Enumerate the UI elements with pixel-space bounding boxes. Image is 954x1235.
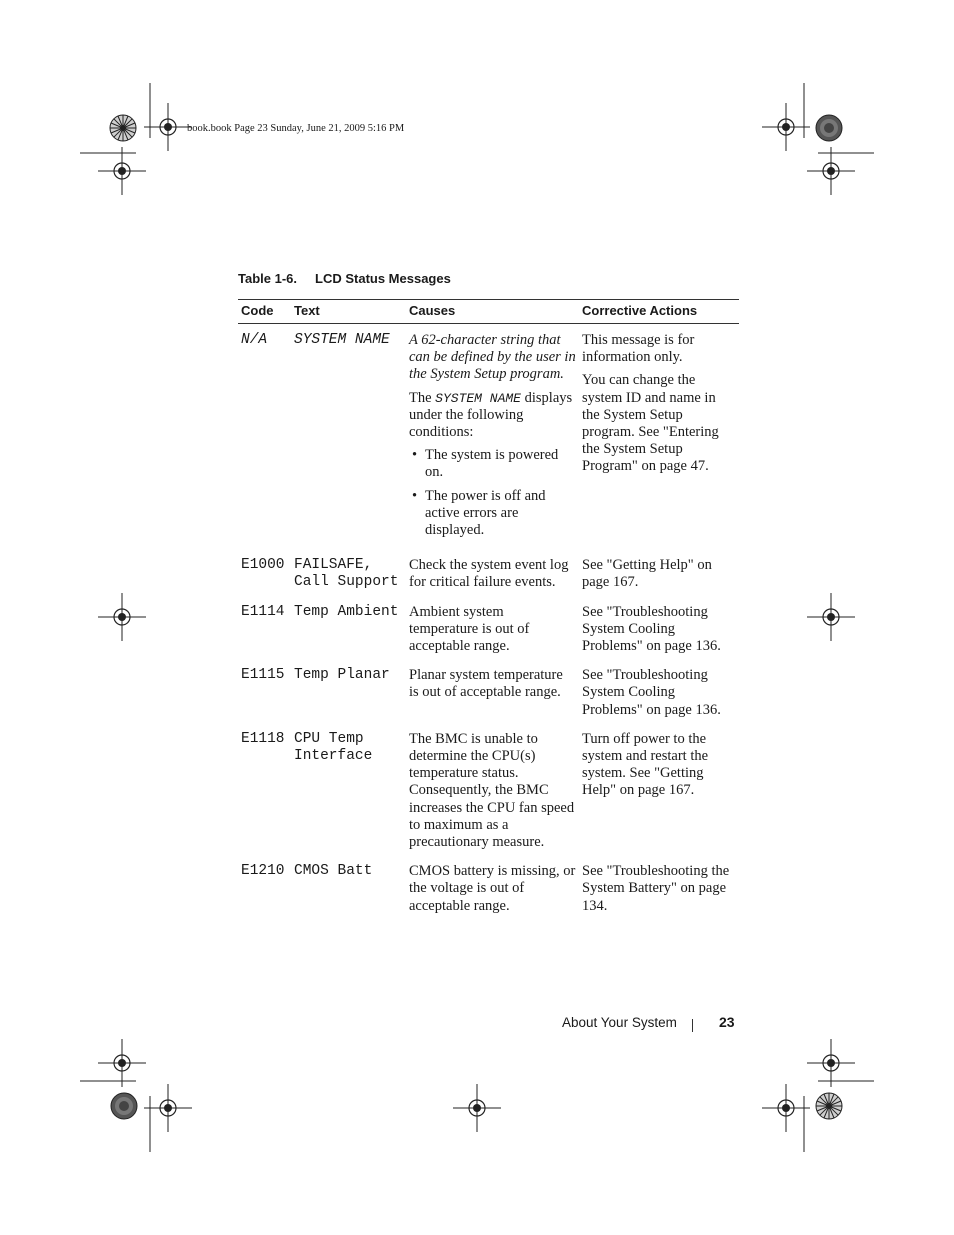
actions-cell [579, 324, 739, 550]
registration-mark-bottom-center [453, 1084, 501, 1132]
table-title: LCD Status Messages [315, 271, 451, 286]
registration-mark-top-right [762, 103, 810, 151]
actions-cell: See "Troubleshooting the System Battery" on page 134. [582, 863, 730, 914]
actions-cell: Turn off power to the system and restart the system. See "Getting Help" on page 167. [582, 730, 709, 799]
code-cell: N/A [241, 332, 268, 348]
text-cell: SYSTEM NAME [294, 332, 390, 348]
table-row [238, 855, 739, 919]
causes-system-name: SYSTEM NAME [435, 390, 521, 406]
causes-pre: The [409, 389, 432, 406]
print-header: book.book Page 23 Sunday, June 21, 2009 5:16 PM [187, 123, 405, 134]
table-header-row [238, 300, 739, 324]
actions-cell: See "Getting Help" on page 167. [582, 557, 712, 591]
code-cell: E1118 [241, 730, 285, 747]
column-header-causes: Causes [406, 300, 579, 324]
starburst-mark-bottom-right [816, 1093, 842, 1119]
footer-section-title: About Your System [562, 1015, 677, 1030]
text-cell: CPU Temp Interface [294, 730, 373, 765]
causes-intro: A 62-character string that can be defined by the user in the System Setup program. [409, 332, 576, 383]
registration-mark-bottom-right [762, 1084, 810, 1132]
action-paragraph: You can change the system ID and name in the System Setup program. See "Entering the System Setup Program" on page 47. [582, 372, 719, 475]
table-row [238, 549, 739, 595]
text-cell: CMOS Batt [294, 863, 373, 880]
code-cell: E1114 [241, 603, 285, 620]
dark-mark-top-right [816, 115, 842, 141]
table-caption [238, 271, 451, 286]
list-item: • The power is off and active errors are displayed. [425, 488, 576, 540]
causes-cell: The BMC is unable to determine the CPU(s) temperature status. Consequently, the BMC increases the CPU fan speed to maximum as a precautionary measure. [409, 730, 575, 851]
code-cell: E1210 [241, 863, 285, 880]
code-cell: E1000 [241, 557, 285, 574]
text-cell: FAILSAFE, Call Support [294, 557, 399, 591]
column-header-corrective-actions: Corrective Actions [579, 300, 739, 324]
causes-conditions [409, 390, 576, 442]
table-row [238, 324, 739, 550]
lcd-status-table [238, 299, 739, 919]
table-number: Table 1-6. [238, 271, 298, 286]
registration-mark-right-upper [807, 147, 855, 195]
starburst-mark-top-left [110, 115, 136, 141]
dark-mark-bottom-left [111, 1093, 137, 1119]
column-header-code: Code [238, 300, 291, 324]
table-row [238, 659, 739, 723]
page-number: 23 [719, 1014, 735, 1030]
table-row [238, 723, 739, 855]
causes-cell: Ambient system temperature is out of acceptable range. [409, 603, 530, 655]
text-cell: Temp Ambient [294, 603, 399, 620]
footer-divider [692, 1019, 693, 1032]
code-cell: E1115 [241, 667, 285, 684]
registration-mark-left-middle [98, 593, 146, 641]
causes-cell: Planar system temperature is out of acceptable range. [409, 667, 563, 701]
actions-cell: See "Troubleshooting System Cooling Problems" on page 136. [582, 667, 721, 718]
text-cell: Temp Planar [294, 667, 390, 684]
actions-cell: See "Troubleshooting System Cooling Problems" on page 136. [582, 603, 721, 655]
registration-mark-left-upper [98, 147, 146, 195]
causes-cell: CMOS battery is missing, or the voltage is out of acceptable range. [409, 863, 576, 914]
causes-cell [406, 324, 579, 550]
registration-mark-right-middle [807, 593, 855, 641]
action-paragraph: This message is for information only. [582, 332, 695, 366]
causes-cell: Check the system event log for critical failure events. [409, 557, 569, 591]
registration-mark-top-left [144, 103, 192, 151]
registration-mark-bottom-left [144, 1084, 192, 1132]
conditions-list [409, 447, 576, 539]
registration-mark-left-lower [98, 1039, 146, 1087]
list-item: • The system is powered on. [425, 447, 576, 481]
registration-mark-right-lower [807, 1039, 855, 1087]
table-row [238, 596, 739, 660]
causes-post: displays under the following conditions: [409, 389, 573, 441]
column-header-text: Text [291, 300, 406, 324]
